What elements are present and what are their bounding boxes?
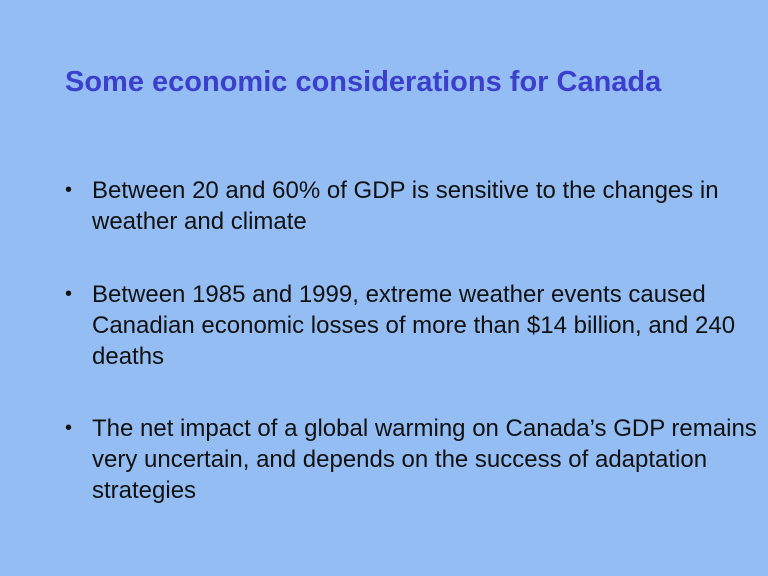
- bullet-item: [65, 413, 765, 506]
- bullet-text: Between 20 and 60% of GDP is sensitive to the changes in weather and climate: [92, 177, 719, 235]
- slide-title: Some economic considerations for Canada: [65, 66, 662, 98]
- bullet-list: [65, 175, 765, 548]
- bullet-item: [65, 175, 765, 237]
- bullet-marker: •: [65, 417, 73, 439]
- bullet-item: [65, 279, 765, 372]
- bullet-marker: •: [65, 179, 73, 201]
- bullet-text: Between 1985 and 1999, extreme weather events caused Canadian economic losses of more than $14 billion, and 240 deaths: [92, 281, 736, 370]
- bullet-marker: •: [65, 283, 73, 305]
- bullet-text: The net impact of a global warming on Canada’s GDP remains very uncertain, and depends on the success of adaptation strategies: [92, 415, 757, 504]
